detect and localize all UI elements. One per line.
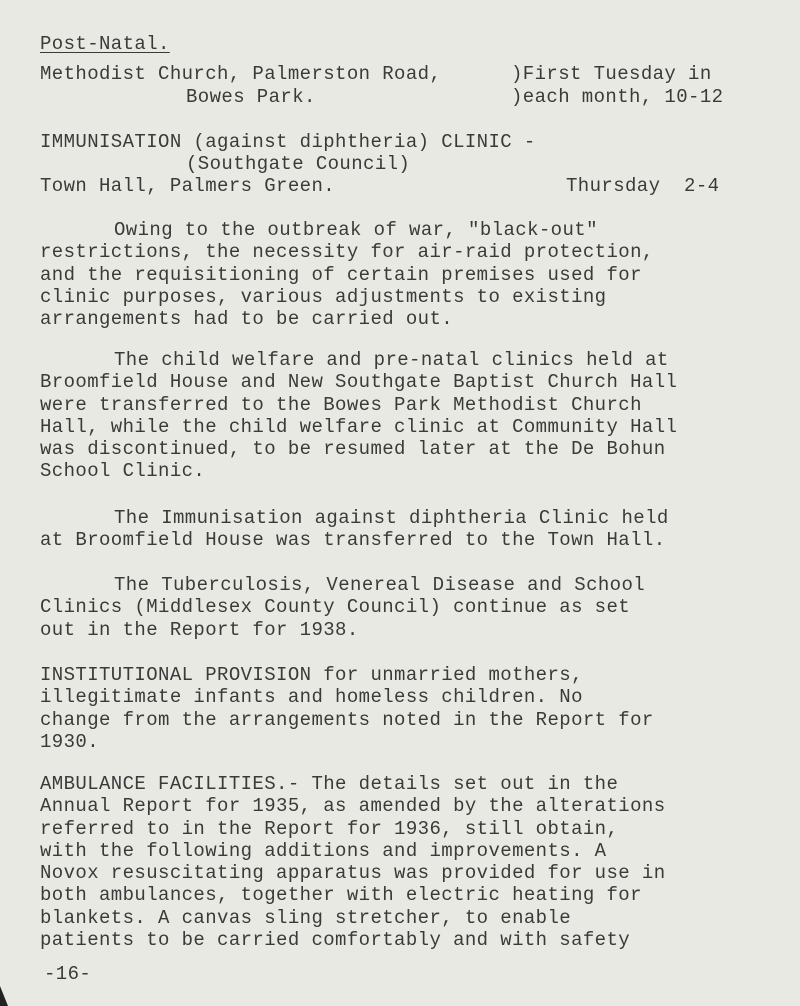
clinic-time-line-1: )First Tuesday in [511,63,712,85]
paragraph-immunisation-transfer: The Immunisation against diphtheria Clinic held at Broomfield House was transferred to the Town Hall. [40,507,669,552]
paragraph-institutional-provision: INSTITUTIONAL PROVISION for unmarried mothers, illegitimate infants and homeless children. No change from the arrangements noted in the Report for 1930. [40,664,654,753]
paragraph-ambulance-facilities: AMBULANCE FACILITIES.- The details set out in the Annual Report for 1935, as amended by the alterations referred to in the Report for 1936, still obtain, with the following additions and improvements. A Novox resuscitating apparatus was provided for use in both ambulances, together with electric heating for blankets. A canvas sling stretcher, to enable patients to be carried comfortably and with safety [40,773,666,952]
clinic-location: Town Hall, Palmers Green. [40,175,336,197]
corner-mark [0,986,8,1006]
paragraph-clinic-transfers: The child welfare and pre-natal clinics held at Broomfield House and New Southgate Baptist Church Hall were transferred to the Bowes Park Methodist Church Hall, while the child welfare clinic at Community Hall was discontinued, to be resumed later at the De Bohun School Clinic. [40,349,678,483]
clinic-location-line-1: Methodist Church, Palmerston Road, [40,63,442,85]
clinic-title-line-2: (Southgate Council) [186,153,411,175]
section-heading: Post-Natal. [40,33,170,55]
clinic-title-line-1: IMMUNISATION (against diphtheria) CLINIC - [40,131,536,153]
clinic-location-line-2: Bowes Park. [186,86,316,108]
clinic-time-line-2: )each month, 10-12 [511,86,724,108]
page-number: -16- [44,963,92,985]
clinic-time: Thursday 2-4 [566,175,720,197]
paragraph-wartime-adjustments: Owing to the outbreak of war, "black-out" restrictions, the necessity for air-raid protection, and the requisitioning of certain premises used for clinic purposes, various adjustments to existing arrangements had to be carried out. [40,219,654,331]
paragraph-county-clinics: The Tuberculosis, Venereal Disease and School Clinics (Middlesex County Council) continue as set out in the Report for 1938. [40,574,646,641]
